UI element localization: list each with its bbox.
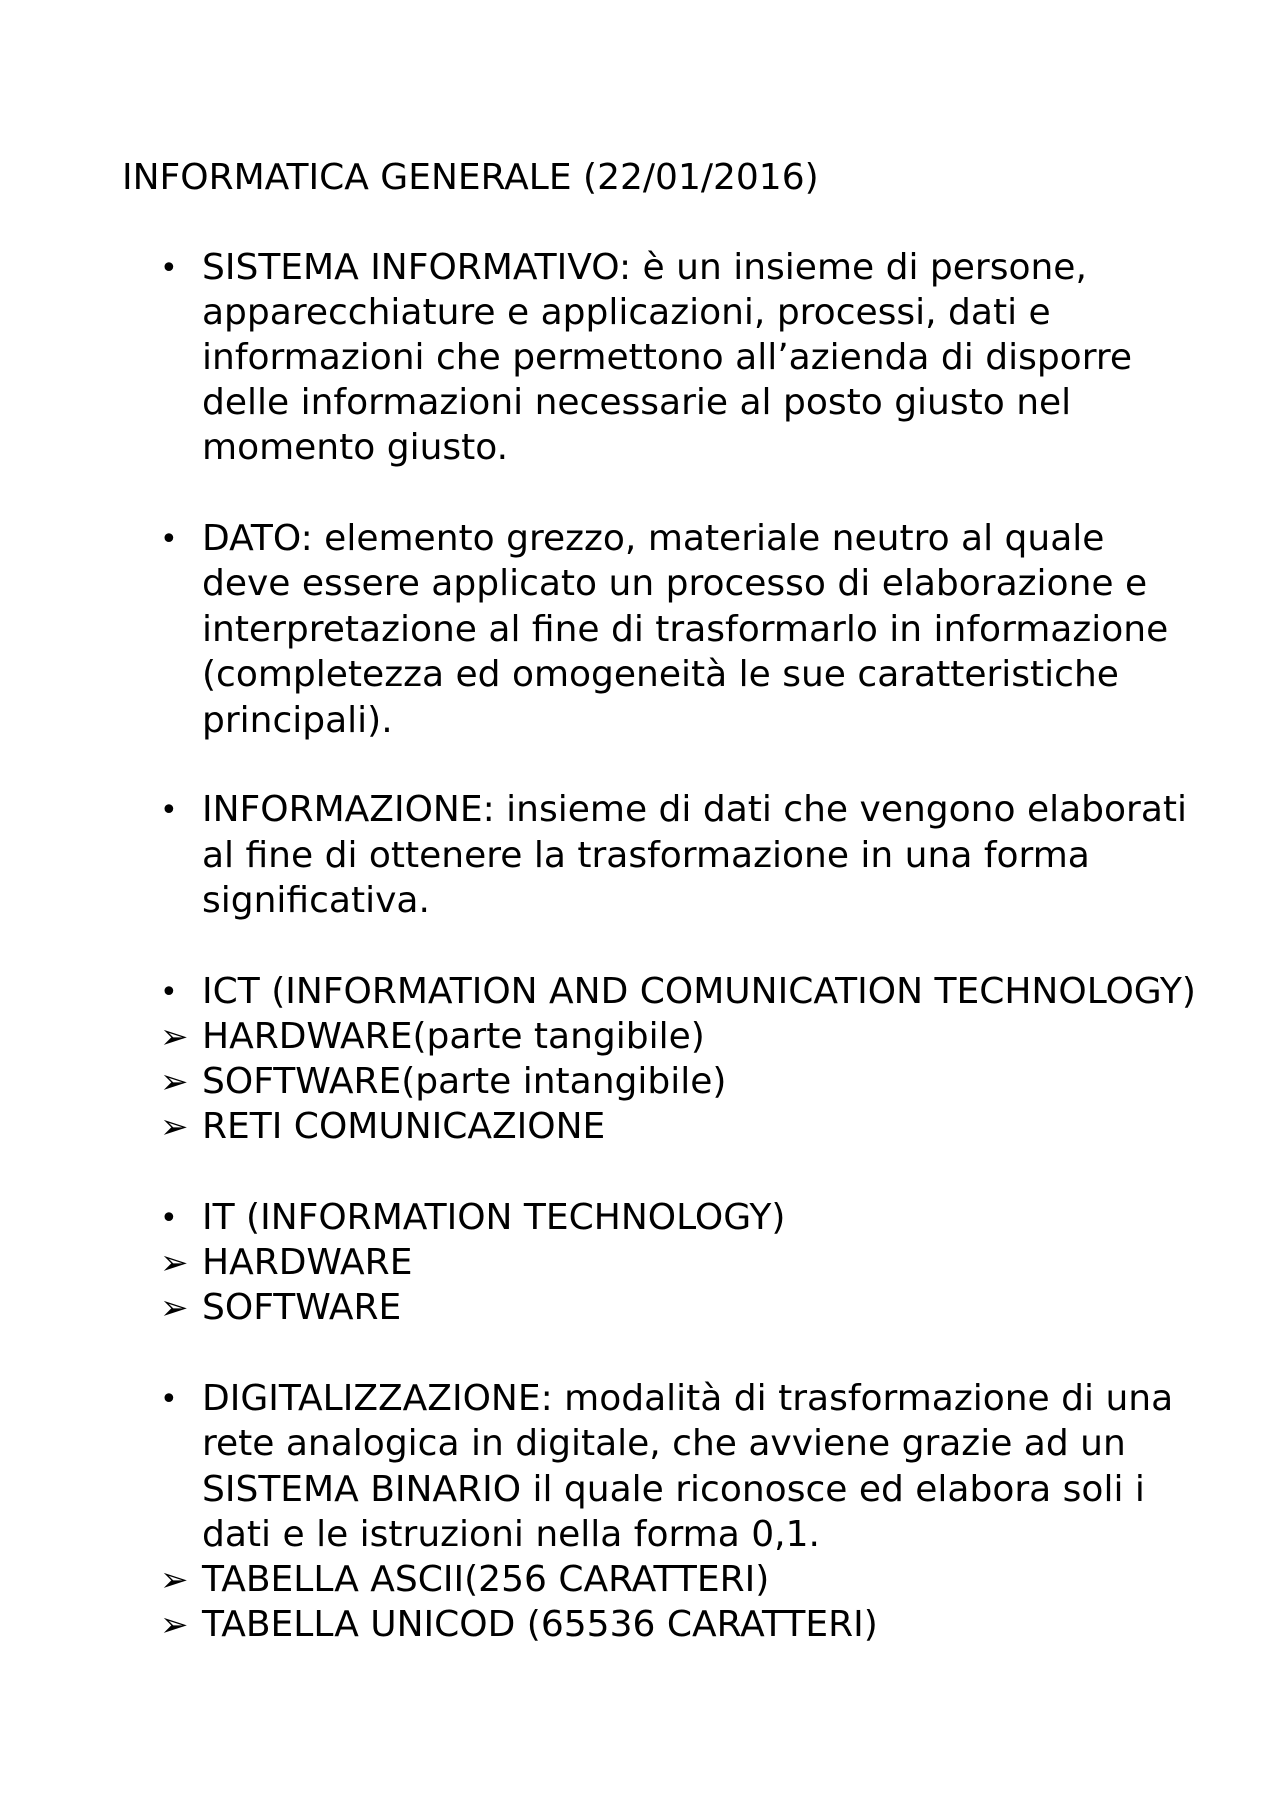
text-line: IT (INFORMATION TECHNOLOGY) (202, 1197, 786, 1238)
arrow-bullet-icon: ➢ (160, 1017, 189, 1057)
text-line: INFORMAZIONE: insieme di dati che vengono elaborati (202, 789, 1188, 830)
arrow-bullet-icon: ➢ (160, 1107, 189, 1147)
text-line: dati e le istruzioni nella forma 0,1. (202, 1514, 820, 1555)
text-line: ICT (INFORMATION AND COMUNICATION TECHNOLOGY) (202, 971, 1196, 1012)
sub-item: TABELLA ASCII(256 CARATTERI) (202, 1559, 770, 1600)
bullet-icon: • (160, 793, 178, 828)
text-line: momento giusto. (202, 427, 509, 468)
arrow-bullet-icon: ➢ (160, 1288, 189, 1328)
arrow-bullet-icon: ➢ (160, 1560, 189, 1600)
text-line: DIGITALIZZAZIONE: modalità di trasformazione di una (202, 1378, 1174, 1419)
arrow-bullet-icon: ➢ (160, 1605, 189, 1645)
arrow-bullet-icon: ➢ (160, 1062, 189, 1102)
sub-item: RETI COMUNICAZIONE (202, 1106, 606, 1147)
text-line: DATO: elemento grezzo, materiale neutro al quale (202, 518, 1105, 559)
text-line: principali). (202, 700, 393, 741)
text-line: SISTEMA INFORMATIVO: è un insieme di persone, (202, 247, 1087, 288)
bullet-icon: • (160, 251, 178, 286)
text-line: SISTEMA BINARIO il quale riconosce ed elabora soli i (202, 1469, 1145, 1510)
sub-item: SOFTWARE(parte intangibile) (202, 1061, 727, 1102)
bullet-icon: • (160, 1382, 178, 1417)
sub-item: HARDWARE(parte tangibile) (202, 1016, 705, 1057)
sub-item: TABELLA UNICOD (65536 CARATTERI) (202, 1604, 878, 1645)
text-line: al fine di ottenere la trasformazione in una forma (202, 835, 1090, 876)
sub-item: SOFTWARE (202, 1287, 402, 1328)
arrow-bullet-icon: ➢ (160, 1243, 189, 1283)
text-line: significativa. (202, 880, 430, 921)
sub-item: HARDWARE (202, 1242, 413, 1283)
text-line: deve essere applicato un processo di elaborazione e (202, 563, 1148, 604)
bullet-icon: • (160, 522, 178, 557)
text-line: delle informazioni necessarie al posto giusto nel (202, 382, 1072, 423)
text-line: rete analogica in digitale, che avviene grazie ad un (202, 1423, 1126, 1464)
page-title: INFORMATICA GENERALE (22/01/2016) (122, 157, 819, 198)
text-line: (completezza ed omogeneità le sue caratteristiche (202, 654, 1119, 695)
bullet-icon: • (160, 1201, 178, 1236)
text-line: informazioni che permettono all’azienda di disporre (202, 337, 1133, 378)
text-line: apparecchiature e applicazioni, processi, dati e (202, 292, 1051, 333)
text-line: interpretazione al fine di trasformarlo in informazione (202, 609, 1169, 650)
bullet-icon: • (160, 975, 178, 1010)
